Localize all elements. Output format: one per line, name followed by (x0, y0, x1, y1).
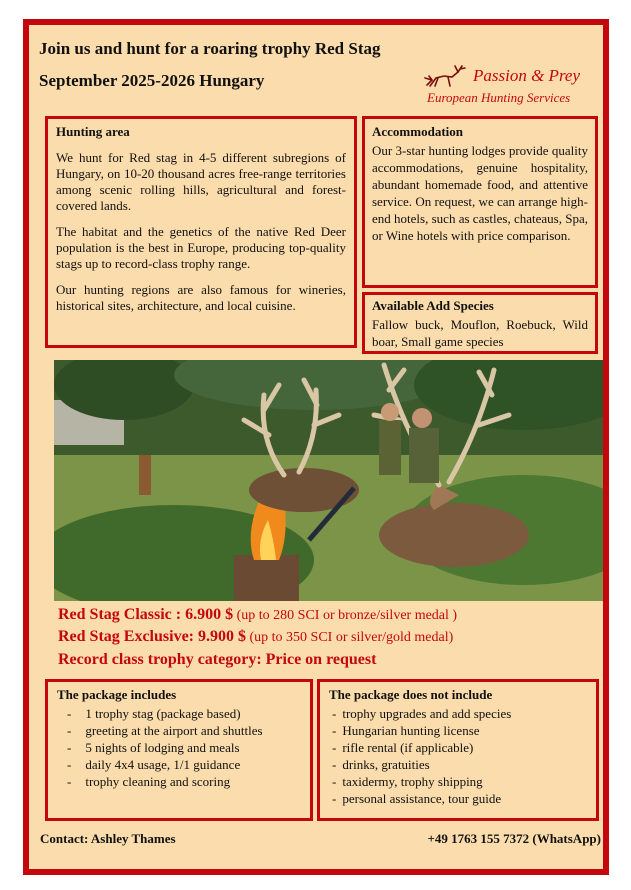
excludes-item: - rifle rental (if applicable) (332, 740, 474, 755)
accommodation-text: Our 3-star hunting lodges provide quality accommodations, genuine hospitality, abundant homemade food, and attentive service. On request, we can arrange high-end hotels, such as castles, chateaus, Spa, or Wine hotels with price comparison. (372, 143, 588, 243)
price-classic-label: Red Stag Classic : 6.900 $ (58, 606, 234, 623)
price-exclusive-label: Red Stag Exclusive: 9.900 $ (58, 628, 246, 645)
flyer-frame (23, 19, 609, 875)
package-excludes-box (317, 679, 599, 821)
includes-list (57, 705, 301, 790)
page-title: Join us and hunt for a roaring trophy Red Stag (39, 39, 381, 58)
hunting-area-box (45, 116, 357, 348)
excludes-item: - taxidermy, trophy shipping (332, 774, 483, 789)
excludes-list (329, 705, 587, 807)
contact-name: Contact: Ashley Thames (40, 831, 176, 846)
hunting-area-p2: The habitat and the genetics of the native Red Deer population is the best in Europe, producing top-quality stags up to record-class trophy range. (56, 224, 346, 271)
includes-item: - 5 nights of lodging and meals (67, 740, 240, 755)
accommodation-heading: Accommodation (372, 124, 463, 139)
hunting-area-p3: Our hunting regions are also famous for wineries, historical sites, architecture, and local cuisine. (56, 282, 346, 313)
add-species-heading: Available Add Species (372, 298, 494, 313)
hunting-area-heading: Hunting area (56, 124, 130, 139)
excludes-item: - Hungarian hunting license (332, 723, 480, 738)
includes-item: - 1 trophy stag (package based) (67, 706, 241, 721)
package-includes-box (45, 679, 313, 821)
price-exclusive (58, 628, 453, 646)
hunt-photo-illustration (54, 360, 603, 601)
excludes-heading: The package does not include (329, 687, 493, 702)
includes-item: - greeting at the airport and shuttles (67, 723, 263, 738)
excludes-item: - trophy upgrades and add species (332, 706, 512, 721)
logo-tagline: European Hunting Services (427, 90, 571, 105)
contact-phone[interactable]: +49 1763 155 7372 (WhatsApp) (427, 831, 601, 846)
hunting-area-p1: We hunt for Red stag in 4-5 different subregions of Hungary, on 10-20 thousand acres free-range territories among scenic rolling hills, agricultural and forest-covered lands. (56, 150, 346, 213)
excludes-item: - personal assistance, tour guide (332, 791, 502, 806)
includes-heading: The package includes (57, 687, 177, 702)
includes-item: - daily 4x4 usage, 1/1 guidance (67, 757, 241, 772)
add-species-text: Fallow buck, Mouflon, Roebuck, Wild boar, Small game species (372, 317, 588, 349)
includes-item: - trophy cleaning and scoring (67, 774, 231, 789)
price-classic (58, 606, 457, 624)
price-record: Record class trophy category: Price on request (58, 651, 377, 668)
price-exclusive-note: (up to 350 SCI or silver/gold medal) (246, 630, 454, 645)
excludes-item: - drinks, gratuities (332, 757, 430, 772)
hunt-photo (54, 360, 603, 601)
accommodation-box (362, 116, 598, 288)
logo (424, 60, 594, 110)
price-classic-note: (up to 280 SCI or bronze/silver medal ) (233, 608, 458, 623)
add-species-box (362, 292, 598, 354)
logo-name: Passion & Prey (473, 66, 581, 85)
page-subtitle: September 2025-2026 Hungary (39, 71, 265, 90)
deer-logo-icon (424, 64, 472, 90)
